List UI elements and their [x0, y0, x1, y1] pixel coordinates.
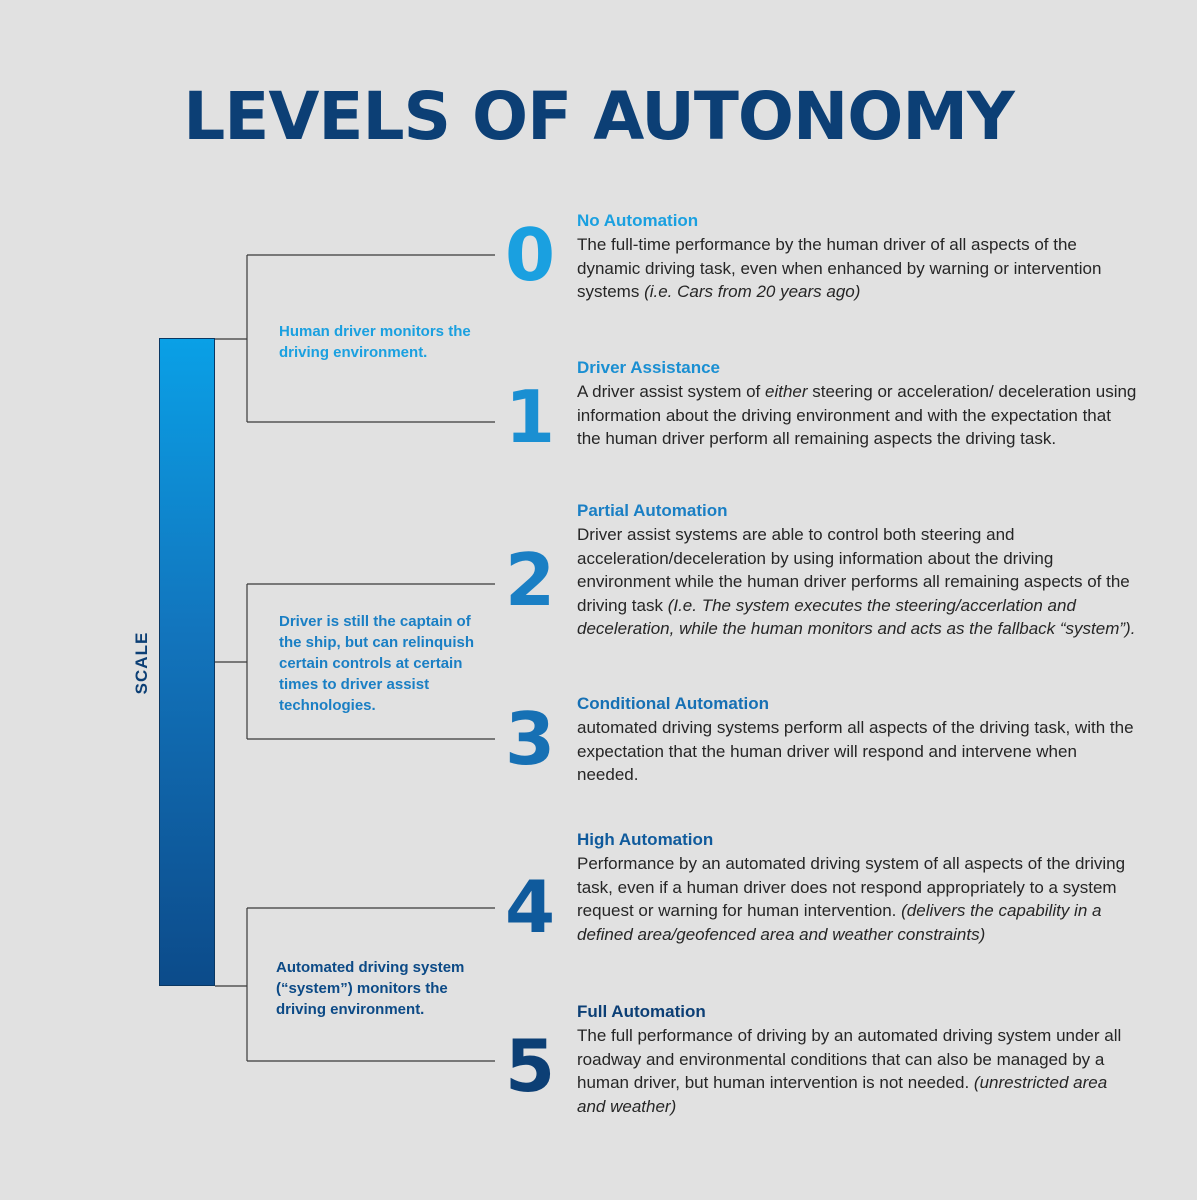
- level-description: [577, 380, 1137, 451]
- group-text-human-monitors: Human driver monitors the driving environment.: [279, 323, 471, 361]
- level-number-3: 3: [504, 697, 556, 781]
- level-title: No Automation: [577, 211, 699, 230]
- level-title: High Automation: [577, 830, 714, 849]
- level-description-text: Performance by an automated driving system of all aspects of the driving task, even if a human driver does not respond appropriately to a system request or warning for human intervention.: [577, 854, 1126, 921]
- level-description-note: (delivers the capability in a defined area/geofenced area and weather constraints): [577, 901, 1102, 944]
- level-description-text: steering or acceleration/ deceleration using information about the driving environment and with the expectation that the human driver perform all remaining aspects the driving task.: [577, 382, 1137, 449]
- level-description: [577, 523, 1137, 641]
- group-text-driver-captain: Driver is still the captain of the ship, but can relinquish certain controls at certain times to driver assist technologies.: [279, 613, 475, 714]
- level-number-0: 0: [504, 213, 556, 297]
- level-description-note: either: [765, 382, 808, 401]
- level-description: [577, 716, 1137, 787]
- level-block-4: [577, 828, 1137, 946]
- level-block-3: [577, 692, 1137, 787]
- level-description-note: (unrestricted area and weather): [577, 1073, 1108, 1116]
- level-title: Conditional Automation: [577, 694, 770, 713]
- level-description: [577, 1024, 1137, 1118]
- level-number-2: 2: [504, 538, 556, 622]
- level-block-1: [577, 356, 1137, 451]
- level-description: [577, 233, 1137, 304]
- level-description: [577, 852, 1137, 946]
- level-description-note: (i.e. Cars from 20 years ago): [644, 282, 861, 302]
- group-text-system-monitors: Automated driving system (“system”) monitors the driving environment.: [276, 959, 465, 1018]
- level-number-4: 4: [504, 865, 556, 949]
- level-description-text: The full performance of driving by an automated driving system under all roadway and environmental conditions that can also be managed by a human driver, but human intervention is not needed.: [577, 1026, 1122, 1093]
- level-number-1: 1: [504, 375, 556, 459]
- level-description-text: The full-time performance by the human driver of all aspects of the dynamic driving task, even when enhanced by warning or intervention systems: [577, 235, 1102, 302]
- level-description-note: (I.e. The system executes the steering/accerlation and deceleration, while the human monitors and acts as the fallback “system”).: [577, 595, 1136, 639]
- scale-bar: [159, 338, 215, 986]
- level-title: Full Automation: [577, 1002, 706, 1021]
- scale-label-text: SCALE: [132, 631, 151, 695]
- scale-label: [132, 631, 151, 695]
- level-block-2: [577, 499, 1137, 641]
- level-block-0: [577, 209, 1137, 304]
- level-description-text: Driver assist systems are able to control both steering and acceleration/deceleration by using information about the driving environment while the human driver performs all remaining aspects of the driving task: [577, 525, 1130, 615]
- level-description-text: A driver assist system of: [577, 382, 765, 401]
- level-title: Driver Assistance: [577, 358, 721, 377]
- level-description-text: automated driving systems perform all aspects of the driving task, with the expectation that the human driver will respond and intervene when needed.: [577, 718, 1134, 785]
- level-block-5: [577, 1000, 1137, 1118]
- level-number-5: 5: [504, 1024, 556, 1108]
- page-title: LEVELS OF AUTONOMY: [183, 78, 1014, 155]
- level-title: Partial Automation: [577, 501, 728, 520]
